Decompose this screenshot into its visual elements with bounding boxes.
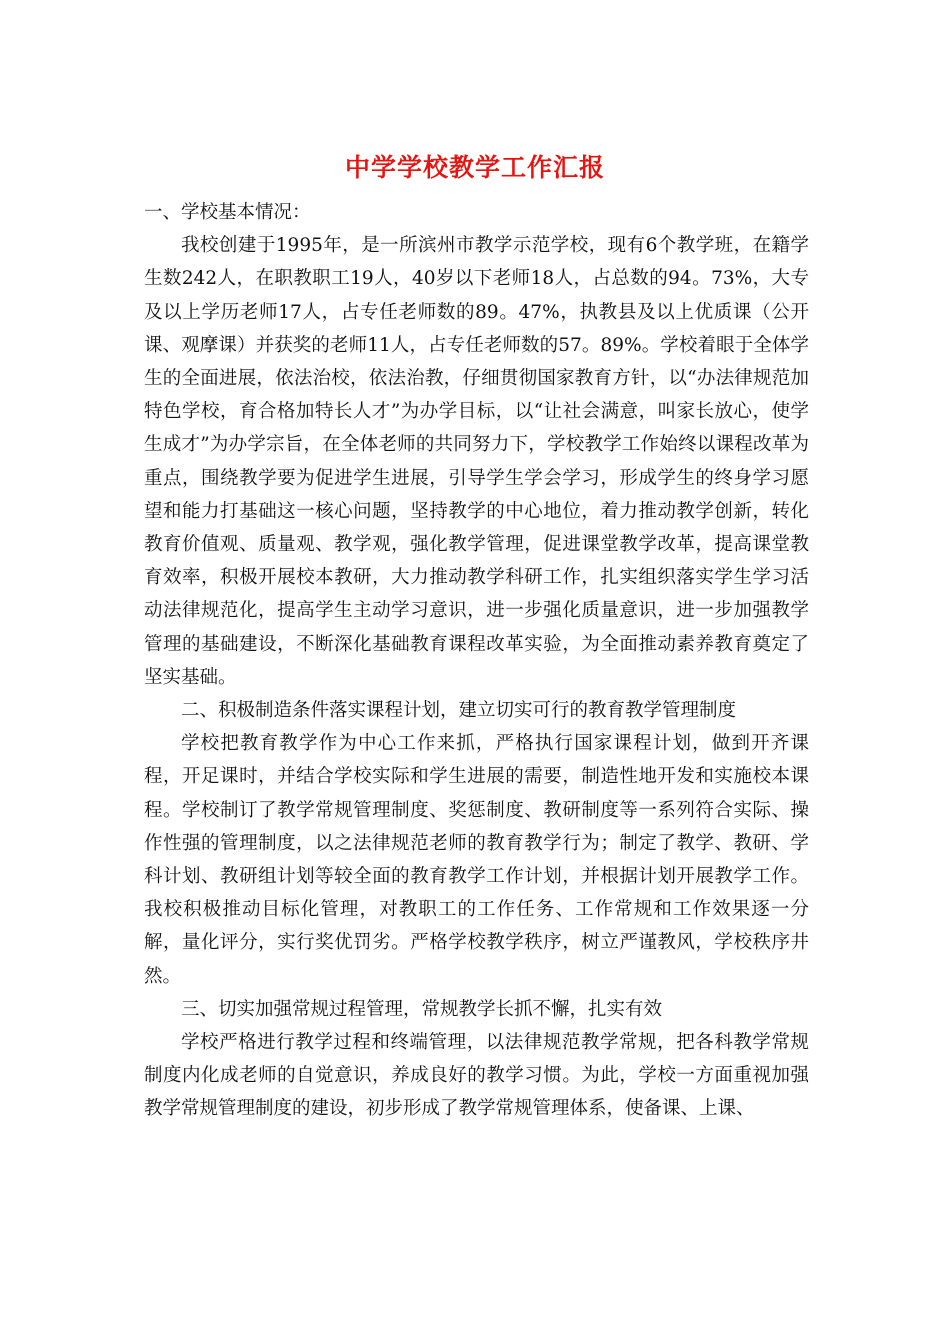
document-body <box>144 196 809 1126</box>
section-heading-3: 三、切实加强常规过程管理，常规教学长抓不懈，扎实有效 <box>181 998 663 1020</box>
document-title: 中学学校教学工作汇报 <box>344 153 605 182</box>
section-heading-1: 一、学校基本情况： <box>144 202 311 223</box>
paragraph-curriculum: 学校把教育教学作为中心工作来抓，严格执行国家课程计划，做到开齐课程，开足课时，并结合学校实际和学生进展的需要，制造性地开发和实施校本课程。学校制订了教学常规管理制度、奖惩制度、教研制度等一系列符合实际、操作性强的管理制度，以之法律规范老师的教育教学行为；制定了教学、教研、学科计划、教研组计划等较全面的教育教学工作计划，并根据计划开展教学工作。我校积极推动目标化管理，对教职工的工作任务、工作常规和工作效果逐一分解，量化评分，实行奖优罚劣。严格学校教学秩序，树立严谨教风，学校秩序井然。 <box>144 733 809 987</box>
paragraph-school-overview: 我校创建于1995年，是一所滨州市教学示范学校，现有6个教学班，在籍学生数242人，在职教职工19人，40岁以下老师18人，占总数的94。73%，大专及以上学历老师17人，占专任老师数的89。47%，执教县及以上优质课（公开课、观摩课）并获奖的老师11人，占专任老师数的57。89%。学校着眼于全体学生的全面进展，依法治校，依法治教，仔细贯彻国家教育方针，以“办法律规范加特色学校，育合格加特长人才”为办学目标，以“让社会满意，叫家长放心，使学生成才”为办学宗旨，在全体老师的共同努力下，学校教学工作始终以课程改革为重点，围绕教学要为促进学生进展，引导学生学会学习，形成学生的终身学习愿望和能力打基础这一核心问题，坚持教学的中心地位，着力推动教学创新，转化教育价值观、质量观、教学观，强化教学管理，促进课堂教学改革，提高课堂教育效率，积极开展校本教研，大力推动教学科研工作，扎实组织落实学生学习活动法律规范化，提高学生主动学习意识，进一步强化质量意识，进一步加强教学管理的基础建设，不断深化基础教育课程改革实验，为全面推动素养教育奠定了坚实基础。 <box>144 235 809 688</box>
paragraph-routine-management: 学校严格进行教学过程和终端管理，以法律规范教学常规，把各科教学常规制度内化成老师的自觉意识，养成良好的教学习惯。为此，学校一方面重视加强教学常规管理制度的建设，初步形成了教学常规管理体系，使备课、上课、 <box>144 1032 809 1120</box>
section-heading-2: 二、积极制造条件落实课程计划，建立切实可行的教育教学管理制度 <box>181 700 737 722</box>
